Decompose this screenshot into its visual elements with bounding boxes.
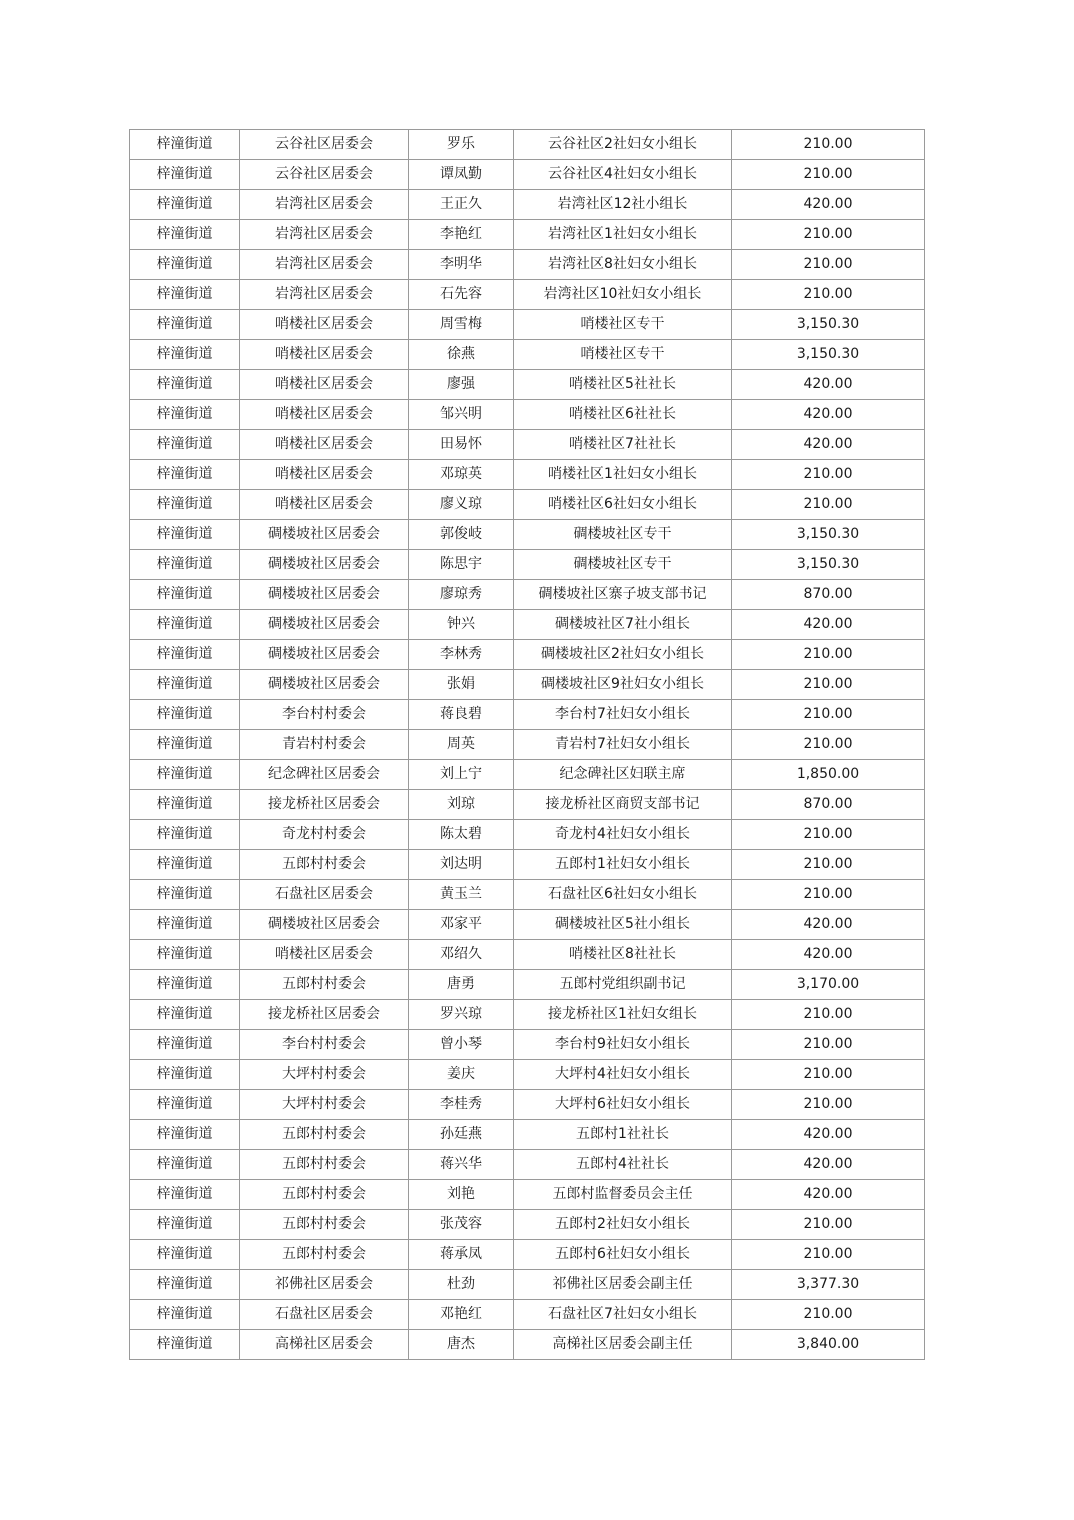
name-cell: 李林秀 bbox=[409, 640, 514, 670]
position-cell: 碉楼坡社区寨子坡支部书记 bbox=[514, 580, 732, 610]
amount-cell: 1,850.00 bbox=[732, 760, 925, 790]
street-cell: 梓潼街道 bbox=[130, 790, 240, 820]
street-cell: 梓潼街道 bbox=[130, 610, 240, 640]
amount-cell: 210.00 bbox=[732, 1240, 925, 1270]
street-cell: 梓潼街道 bbox=[130, 400, 240, 430]
street-cell: 梓潼街道 bbox=[130, 730, 240, 760]
name-cell: 周英 bbox=[409, 730, 514, 760]
table-row bbox=[130, 130, 925, 160]
table-row bbox=[130, 370, 925, 400]
amount-cell: 420.00 bbox=[732, 430, 925, 460]
street-cell: 梓潼街道 bbox=[130, 160, 240, 190]
amount-cell: 210.00 bbox=[732, 700, 925, 730]
amount-cell: 420.00 bbox=[732, 910, 925, 940]
amount-cell: 210.00 bbox=[732, 1000, 925, 1030]
committee-cell: 祁佛社区居委会 bbox=[240, 1270, 409, 1300]
table-row bbox=[130, 850, 925, 880]
name-cell: 孙廷燕 bbox=[409, 1120, 514, 1150]
amount-cell: 210.00 bbox=[732, 490, 925, 520]
committee-cell: 五郎村村委会 bbox=[240, 1180, 409, 1210]
name-cell: 郭俊岐 bbox=[409, 520, 514, 550]
committee-cell: 接龙桥社区居委会 bbox=[240, 790, 409, 820]
name-cell: 蒋良碧 bbox=[409, 700, 514, 730]
position-cell: 李台村7社妇女小组长 bbox=[514, 700, 732, 730]
amount-cell: 3,150.30 bbox=[732, 310, 925, 340]
name-cell: 邓家平 bbox=[409, 910, 514, 940]
name-cell: 蒋承凤 bbox=[409, 1240, 514, 1270]
position-cell: 碉楼坡社区7社小组长 bbox=[514, 610, 732, 640]
committee-cell: 大坪村村委会 bbox=[240, 1060, 409, 1090]
table-row bbox=[130, 1210, 925, 1240]
street-cell: 梓潼街道 bbox=[130, 580, 240, 610]
amount-cell: 420.00 bbox=[732, 1180, 925, 1210]
name-cell: 刘琼 bbox=[409, 790, 514, 820]
name-cell: 谭凤勤 bbox=[409, 160, 514, 190]
committee-cell: 碉楼坡社区居委会 bbox=[240, 610, 409, 640]
position-cell: 碉楼坡社区5社小组长 bbox=[514, 910, 732, 940]
street-cell: 梓潼街道 bbox=[130, 1270, 240, 1300]
street-cell: 梓潼街道 bbox=[130, 970, 240, 1000]
position-cell: 五郎村2社妇女小组长 bbox=[514, 1210, 732, 1240]
street-cell: 梓潼街道 bbox=[130, 130, 240, 160]
amount-cell: 210.00 bbox=[732, 640, 925, 670]
table-body bbox=[130, 130, 925, 1360]
street-cell: 梓潼街道 bbox=[130, 1120, 240, 1150]
table-row bbox=[130, 1150, 925, 1180]
position-cell: 云谷社区2社妇女小组长 bbox=[514, 130, 732, 160]
street-cell: 梓潼街道 bbox=[130, 1060, 240, 1090]
position-cell: 哨楼社区6社妇女小组长 bbox=[514, 490, 732, 520]
amount-cell: 420.00 bbox=[732, 1150, 925, 1180]
amount-cell: 210.00 bbox=[732, 1210, 925, 1240]
committee-cell: 接龙桥社区居委会 bbox=[240, 1000, 409, 1030]
subsidy-table bbox=[129, 129, 925, 1360]
table-row bbox=[130, 910, 925, 940]
street-cell: 梓潼街道 bbox=[130, 640, 240, 670]
name-cell: 廖琼秀 bbox=[409, 580, 514, 610]
street-cell: 梓潼街道 bbox=[130, 910, 240, 940]
amount-cell: 3,150.30 bbox=[732, 340, 925, 370]
street-cell: 梓潼街道 bbox=[130, 280, 240, 310]
amount-cell: 420.00 bbox=[732, 190, 925, 220]
committee-cell: 碉楼坡社区居委会 bbox=[240, 520, 409, 550]
committee-cell: 哨楼社区居委会 bbox=[240, 310, 409, 340]
amount-cell: 210.00 bbox=[732, 1030, 925, 1060]
position-cell: 接龙桥社区1社妇女组长 bbox=[514, 1000, 732, 1030]
street-cell: 梓潼街道 bbox=[130, 1330, 240, 1360]
committee-cell: 哨楼社区居委会 bbox=[240, 400, 409, 430]
table-row bbox=[130, 1180, 925, 1210]
table-row bbox=[130, 820, 925, 850]
table-row bbox=[130, 340, 925, 370]
amount-cell: 210.00 bbox=[732, 160, 925, 190]
amount-cell: 420.00 bbox=[732, 400, 925, 430]
position-cell: 哨楼社区8社社长 bbox=[514, 940, 732, 970]
committee-cell: 碉楼坡社区居委会 bbox=[240, 550, 409, 580]
street-cell: 梓潼街道 bbox=[130, 520, 240, 550]
position-cell: 碉楼坡社区2社妇女小组长 bbox=[514, 640, 732, 670]
table-row bbox=[130, 940, 925, 970]
amount-cell: 3,150.30 bbox=[732, 520, 925, 550]
committee-cell: 碉楼坡社区居委会 bbox=[240, 640, 409, 670]
table-row bbox=[130, 520, 925, 550]
table-row bbox=[130, 700, 925, 730]
position-cell: 哨楼社区7社社长 bbox=[514, 430, 732, 460]
committee-cell: 云谷社区居委会 bbox=[240, 160, 409, 190]
name-cell: 李艳红 bbox=[409, 220, 514, 250]
name-cell: 廖强 bbox=[409, 370, 514, 400]
committee-cell: 五郎村村委会 bbox=[240, 970, 409, 1000]
table-row bbox=[130, 670, 925, 700]
amount-cell: 870.00 bbox=[732, 790, 925, 820]
name-cell: 邹兴明 bbox=[409, 400, 514, 430]
amount-cell: 3,150.30 bbox=[732, 550, 925, 580]
committee-cell: 哨楼社区居委会 bbox=[240, 370, 409, 400]
committee-cell: 五郎村村委会 bbox=[240, 1120, 409, 1150]
name-cell: 张娟 bbox=[409, 670, 514, 700]
table-row bbox=[130, 310, 925, 340]
amount-cell: 420.00 bbox=[732, 1120, 925, 1150]
position-cell: 碉楼坡社区专干 bbox=[514, 520, 732, 550]
position-cell: 哨楼社区专干 bbox=[514, 310, 732, 340]
position-cell: 纪念碑社区妇联主席 bbox=[514, 760, 732, 790]
street-cell: 梓潼街道 bbox=[130, 1090, 240, 1120]
position-cell: 哨楼社区1社妇女小组长 bbox=[514, 460, 732, 490]
street-cell: 梓潼街道 bbox=[130, 1300, 240, 1330]
position-cell: 哨楼社区专干 bbox=[514, 340, 732, 370]
committee-cell: 碉楼坡社区居委会 bbox=[240, 580, 409, 610]
name-cell: 邓绍久 bbox=[409, 940, 514, 970]
position-cell: 五郎村监督委员会主任 bbox=[514, 1180, 732, 1210]
street-cell: 梓潼街道 bbox=[130, 1000, 240, 1030]
table-row bbox=[130, 190, 925, 220]
position-cell: 五郎村1社社长 bbox=[514, 1120, 732, 1150]
position-cell: 哨楼社区6社社长 bbox=[514, 400, 732, 430]
committee-cell: 纪念碑社区居委会 bbox=[240, 760, 409, 790]
table-row bbox=[130, 1300, 925, 1330]
amount-cell: 420.00 bbox=[732, 610, 925, 640]
committee-cell: 李台村村委会 bbox=[240, 1030, 409, 1060]
table-row bbox=[130, 1090, 925, 1120]
amount-cell: 210.00 bbox=[732, 880, 925, 910]
committee-cell: 哨楼社区居委会 bbox=[240, 490, 409, 520]
position-cell: 岩湾社区1社妇女小组长 bbox=[514, 220, 732, 250]
name-cell: 刘艳 bbox=[409, 1180, 514, 1210]
name-cell: 刘达明 bbox=[409, 850, 514, 880]
amount-cell: 3,840.00 bbox=[732, 1330, 925, 1360]
street-cell: 梓潼街道 bbox=[130, 1030, 240, 1060]
position-cell: 石盘社区6社妇女小组长 bbox=[514, 880, 732, 910]
name-cell: 唐杰 bbox=[409, 1330, 514, 1360]
committee-cell: 哨楼社区居委会 bbox=[240, 430, 409, 460]
name-cell: 王正久 bbox=[409, 190, 514, 220]
position-cell: 五郎村党组织副书记 bbox=[514, 970, 732, 1000]
committee-cell: 云谷社区居委会 bbox=[240, 130, 409, 160]
position-cell: 五郎村4社社长 bbox=[514, 1150, 732, 1180]
name-cell: 罗兴琼 bbox=[409, 1000, 514, 1030]
position-cell: 岩湾社区10社妇女小组长 bbox=[514, 280, 732, 310]
name-cell: 周雪梅 bbox=[409, 310, 514, 340]
position-cell: 哨楼社区5社社长 bbox=[514, 370, 732, 400]
street-cell: 梓潼街道 bbox=[130, 310, 240, 340]
position-cell: 大坪村6社妇女小组长 bbox=[514, 1090, 732, 1120]
amount-cell: 420.00 bbox=[732, 940, 925, 970]
name-cell: 徐燕 bbox=[409, 340, 514, 370]
committee-cell: 岩湾社区居委会 bbox=[240, 250, 409, 280]
name-cell: 罗乐 bbox=[409, 130, 514, 160]
table-row bbox=[130, 430, 925, 460]
name-cell: 陈太碧 bbox=[409, 820, 514, 850]
street-cell: 梓潼街道 bbox=[130, 1210, 240, 1240]
street-cell: 梓潼街道 bbox=[130, 760, 240, 790]
name-cell: 李桂秀 bbox=[409, 1090, 514, 1120]
name-cell: 田易怀 bbox=[409, 430, 514, 460]
street-cell: 梓潼街道 bbox=[130, 220, 240, 250]
street-cell: 梓潼街道 bbox=[130, 1240, 240, 1270]
committee-cell: 石盘社区居委会 bbox=[240, 1300, 409, 1330]
amount-cell: 210.00 bbox=[732, 1300, 925, 1330]
committee-cell: 五郎村村委会 bbox=[240, 1240, 409, 1270]
committee-cell: 五郎村村委会 bbox=[240, 1150, 409, 1180]
amount-cell: 3,170.00 bbox=[732, 970, 925, 1000]
amount-cell: 210.00 bbox=[732, 460, 925, 490]
position-cell: 云谷社区4社妇女小组长 bbox=[514, 160, 732, 190]
table-row bbox=[130, 460, 925, 490]
name-cell: 姜庆 bbox=[409, 1060, 514, 1090]
table-row bbox=[130, 1120, 925, 1150]
position-cell: 青岩村7社妇女小组长 bbox=[514, 730, 732, 760]
position-cell: 岩湾社区12社小组长 bbox=[514, 190, 732, 220]
position-cell: 奇龙村4社妇女小组长 bbox=[514, 820, 732, 850]
position-cell: 碉楼坡社区9社妇女小组长 bbox=[514, 670, 732, 700]
position-cell: 石盘社区7社妇女小组长 bbox=[514, 1300, 732, 1330]
table-row bbox=[130, 580, 925, 610]
street-cell: 梓潼街道 bbox=[130, 340, 240, 370]
position-cell: 李台村9社妇女小组长 bbox=[514, 1030, 732, 1060]
street-cell: 梓潼街道 bbox=[130, 940, 240, 970]
name-cell: 邓琼英 bbox=[409, 460, 514, 490]
street-cell: 梓潼街道 bbox=[130, 250, 240, 280]
committee-cell: 碉楼坡社区居委会 bbox=[240, 910, 409, 940]
name-cell: 石先容 bbox=[409, 280, 514, 310]
street-cell: 梓潼街道 bbox=[130, 460, 240, 490]
table-row bbox=[130, 160, 925, 190]
name-cell: 唐勇 bbox=[409, 970, 514, 1000]
street-cell: 梓潼街道 bbox=[130, 670, 240, 700]
position-cell: 岩湾社区8社妇女小组长 bbox=[514, 250, 732, 280]
committee-cell: 哨楼社区居委会 bbox=[240, 340, 409, 370]
street-cell: 梓潼街道 bbox=[130, 850, 240, 880]
street-cell: 梓潼街道 bbox=[130, 700, 240, 730]
street-cell: 梓潼街道 bbox=[130, 430, 240, 460]
committee-cell: 五郎村村委会 bbox=[240, 1210, 409, 1240]
committee-cell: 岩湾社区居委会 bbox=[240, 190, 409, 220]
name-cell: 张茂容 bbox=[409, 1210, 514, 1240]
name-cell: 李明华 bbox=[409, 250, 514, 280]
street-cell: 梓潼街道 bbox=[130, 490, 240, 520]
table-row bbox=[130, 280, 925, 310]
table-row bbox=[130, 1000, 925, 1030]
committee-cell: 高梯社区居委会 bbox=[240, 1330, 409, 1360]
committee-cell: 岩湾社区居委会 bbox=[240, 280, 409, 310]
street-cell: 梓潼街道 bbox=[130, 370, 240, 400]
amount-cell: 210.00 bbox=[732, 1060, 925, 1090]
table-row bbox=[130, 490, 925, 520]
committee-cell: 碉楼坡社区居委会 bbox=[240, 670, 409, 700]
committee-cell: 岩湾社区居委会 bbox=[240, 220, 409, 250]
amount-cell: 3,377.30 bbox=[732, 1270, 925, 1300]
street-cell: 梓潼街道 bbox=[130, 820, 240, 850]
table-row bbox=[130, 790, 925, 820]
committee-cell: 大坪村村委会 bbox=[240, 1090, 409, 1120]
committee-cell: 李台村村委会 bbox=[240, 700, 409, 730]
name-cell: 刘上宁 bbox=[409, 760, 514, 790]
name-cell: 钟兴 bbox=[409, 610, 514, 640]
table-row bbox=[130, 1240, 925, 1270]
table-row bbox=[130, 610, 925, 640]
table-row bbox=[130, 970, 925, 1000]
table-row bbox=[130, 1060, 925, 1090]
amount-cell: 210.00 bbox=[732, 1090, 925, 1120]
position-cell: 高梯社区居委会副主任 bbox=[514, 1330, 732, 1360]
amount-cell: 210.00 bbox=[732, 130, 925, 160]
amount-cell: 210.00 bbox=[732, 280, 925, 310]
street-cell: 梓潼街道 bbox=[130, 550, 240, 580]
table-row bbox=[130, 880, 925, 910]
amount-cell: 210.00 bbox=[732, 820, 925, 850]
position-cell: 接龙桥社区商贸支部书记 bbox=[514, 790, 732, 820]
street-cell: 梓潼街道 bbox=[130, 1180, 240, 1210]
position-cell: 五郎村6社妇女小组长 bbox=[514, 1240, 732, 1270]
name-cell: 黄玉兰 bbox=[409, 880, 514, 910]
table-row bbox=[130, 760, 925, 790]
name-cell: 廖义琼 bbox=[409, 490, 514, 520]
position-cell: 五郎村1社妇女小组长 bbox=[514, 850, 732, 880]
name-cell: 邓艳红 bbox=[409, 1300, 514, 1330]
name-cell: 陈思宇 bbox=[409, 550, 514, 580]
table-row bbox=[130, 730, 925, 760]
name-cell: 曾小琴 bbox=[409, 1030, 514, 1060]
table-row bbox=[130, 550, 925, 580]
table-row bbox=[130, 640, 925, 670]
street-cell: 梓潼街道 bbox=[130, 190, 240, 220]
table-row bbox=[130, 1270, 925, 1300]
street-cell: 梓潼街道 bbox=[130, 1150, 240, 1180]
table-row bbox=[130, 220, 925, 250]
name-cell: 蒋兴华 bbox=[409, 1150, 514, 1180]
position-cell: 祁佛社区居委会副主任 bbox=[514, 1270, 732, 1300]
committee-cell: 哨楼社区居委会 bbox=[240, 940, 409, 970]
amount-cell: 210.00 bbox=[732, 220, 925, 250]
position-cell: 大坪村4社妇女小组长 bbox=[514, 1060, 732, 1090]
amount-cell: 870.00 bbox=[732, 580, 925, 610]
table-row bbox=[130, 1030, 925, 1060]
table-row bbox=[130, 400, 925, 430]
committee-cell: 石盘社区居委会 bbox=[240, 880, 409, 910]
position-cell: 碉楼坡社区专干 bbox=[514, 550, 732, 580]
committee-cell: 五郎村村委会 bbox=[240, 850, 409, 880]
amount-cell: 210.00 bbox=[732, 670, 925, 700]
committee-cell: 青岩村村委会 bbox=[240, 730, 409, 760]
amount-cell: 210.00 bbox=[732, 850, 925, 880]
amount-cell: 210.00 bbox=[732, 250, 925, 280]
amount-cell: 210.00 bbox=[732, 730, 925, 760]
committee-cell: 奇龙村村委会 bbox=[240, 820, 409, 850]
table-row bbox=[130, 1330, 925, 1360]
name-cell: 杜劲 bbox=[409, 1270, 514, 1300]
amount-cell: 420.00 bbox=[732, 370, 925, 400]
committee-cell: 哨楼社区居委会 bbox=[240, 460, 409, 490]
table-row bbox=[130, 250, 925, 280]
street-cell: 梓潼街道 bbox=[130, 880, 240, 910]
